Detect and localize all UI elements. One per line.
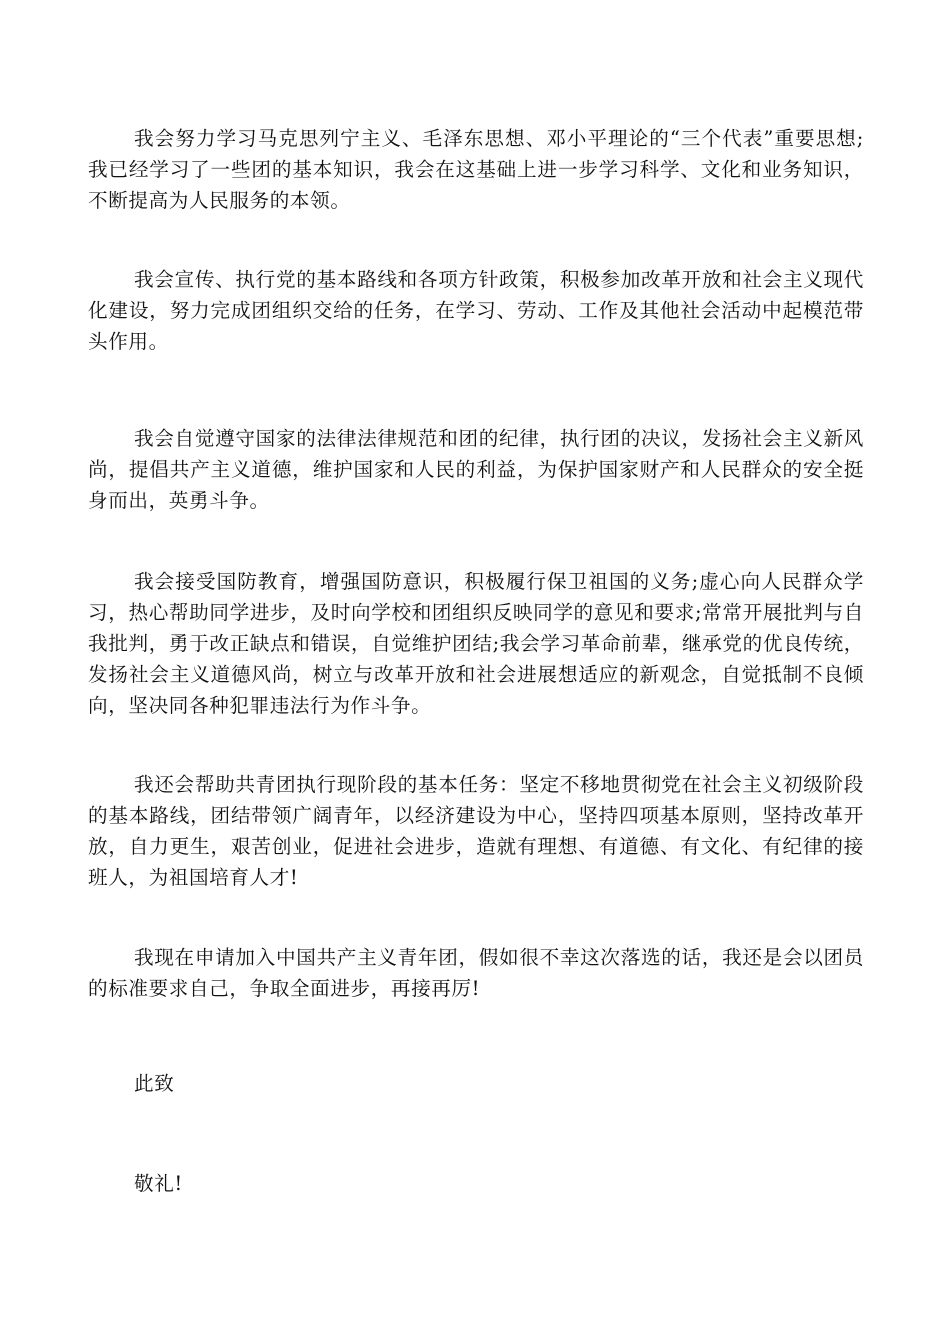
paragraph-defense: 我会接受国防教育，增强国防意识，积极履行保卫祖国的义务;虚心向人民群众学习，热心帮助同学进步，及时向学校和团组织反映同学的意见和要求;常常开展批判与自我批判，勇于改正缺点和错误，自觉维护团结;我会学习革命前辈，继承党的优良传统，发扬社会主义道德风尚，树立与改革开放和社会进展想适应的新观念，自觉抵制不良倾向，坚决同各种犯罪违法行为作斗争。 — [88, 570, 864, 717]
paragraph-tasks: 我还会帮助共青团执行现阶段的基本任务：坚定不移地贯彻党在社会主义初级阶段的基本路线，团结带领广阔青年，以经济建设为中心，坚持四项基本原则，坚持改革开放，自力更生，艰苦创业，促进社会进步，造就有理想、有道德、有文化、有纪律的接班人，为祖国培育人才! — [88, 773, 864, 889]
paragraph-application: 我现在申请加入中国共产主义青年团，假如很不幸这次落选的话，我还是会以团员的标准要求自己，争取全面进步，再接再厉! — [88, 946, 864, 1000]
paragraph-study: 我会努力学习马克思列宁主义、毛泽东思想、邓小平理论的“三个代表”重要思想;我已经学习了一些团的基本知识，我会在这基础上进一步学习科学、文化和业务知识，不断提高为人民服务的本领。 — [88, 127, 864, 212]
paragraph-propaganda: 我会宣传、执行党的基本路线和各项方针政策，积极参加改革开放和社会主义现代化建设，努力完成团组织交给的任务，在学习、劳动、工作及其他社会活动中起模范带头作用。 — [88, 268, 864, 353]
closing-salutation: 此致 — [134, 1072, 175, 1095]
closing-regards: 敬礼! — [134, 1172, 183, 1195]
paragraph-discipline: 我会自觉遵守国家的法律法律规范和团的纪律，执行团的决议，发扬社会主义新风尚，提倡共产主义道德，维护国家和人民的利益，为保护国家财产和人民群众的安全挺身而出，英勇斗争。 — [88, 427, 864, 512]
